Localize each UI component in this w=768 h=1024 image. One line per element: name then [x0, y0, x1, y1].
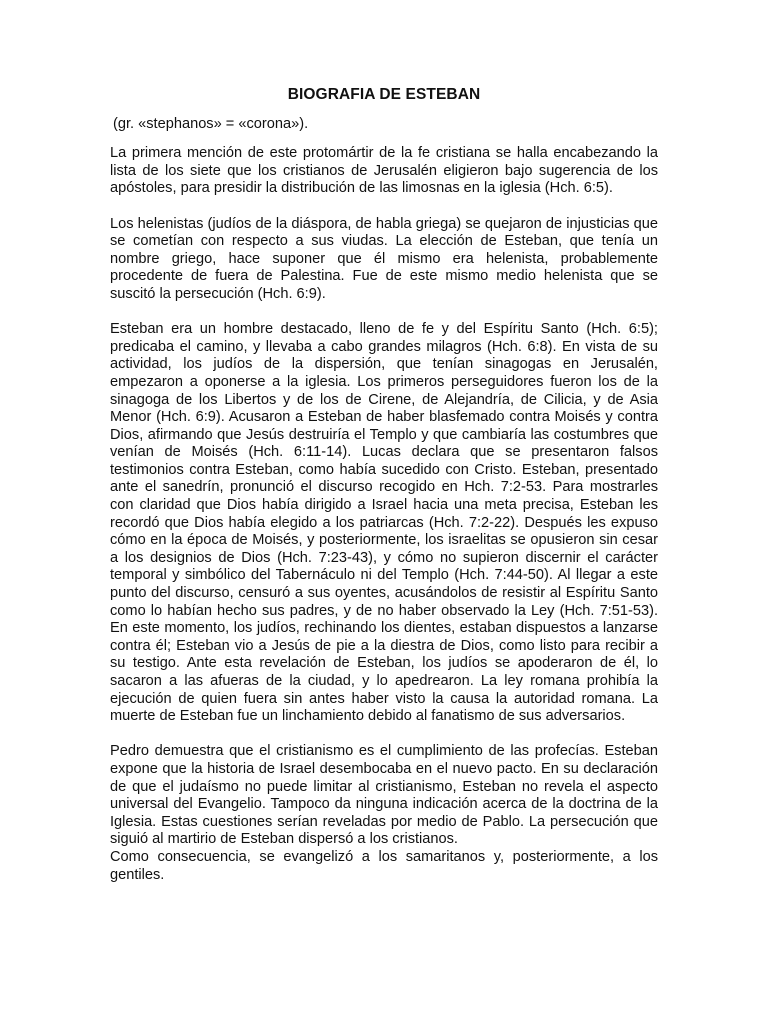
paragraph-4: Pedro demuestra que el cristianismo es el cumplimiento de las profecías. Esteban expone que la historia de Israel desembocaba en el nuevo pacto. En su declaración de que el judaísmo no puede limitar al cristianismo, Esteban no revela el aspecto universal del Evangelio. Tampoco da ninguna indicación acerca de la doctrina de la Iglesia. Estas cuestiones serían reveladas por medio de Pablo. La persecución que siguió al martirio de Esteban dispersó a los cristianos.: [110, 743, 658, 848]
paragraph-5: Como consecuencia, se evangelizó a los samaritanos y, posteriormente, a los gentiles.: [110, 848, 658, 883]
document-subtitle: (gr. «stephanos» = «corona»).: [113, 115, 309, 132]
document-page: [110, 86, 658, 884]
paragraph-3: Esteban era un hombre destacado, lleno de fe y del Espíritu Santo (Hch. 6:5); predicaba el camino, y llevaba a cabo grandes milagros (Hch. 6:8). En vista de su actividad, los judíos de la dispersión, que tenían sinagogas en Jerusalén, empezaron a oponerse a la iglesia. Los primeros perseguidores fueron los de la sinagoga de los Libertos y de los de Cirene, de Alejandría, de Cilicia, y de Asia Menor (Hch. 6:9). Acusaron a Esteban de haber blasfemado contra Moisés y contra Dios, afirmando que Jesús destruiría el Templo y que cambiaría las costumbres que venían de Moisés (Hch. 6:11-14). Lucas declara que se presentaron falsos testimonios contra Esteban, como había sucedido con Cristo. Esteban, presentado ante el sanedrín, pronunció el discurso recogido en Hch. 7:2-53. Para mostrarles con claridad que Dios había dirigido a Israel hacia una meta precisa, Esteban les recordó que Dios había elegido a los patriarcas (Hch. 7:2-22). Después les expuso cómo en la época de Moisés, y posteriormente, los israelitas se opusieron sin cesar a los designios de Dios (Hch. 7:23-43), y cómo no supieron discernir el carácter temporal y simbólico del Tabernáculo ni del Templo (Hch. 7:44-50). Al llegar a este punto del discurso, censuró a sus oyentes, acusándolos de resistir al Espíritu Santo como lo habían hecho sus padres, y de no haber observado la Ley (Hch. 7:51-53). En este momento, los judíos, rechinando los dientes, estaban dispuestos a lanzarse contra él; Esteban vio a Jesús de pie a la diestra de Dios, como listo para recibir a su testigo. Ante esta revelación de Esteban, los judíos se apoderaron de él, lo sacaron a las afueras de la ciudad, y lo apedrearon. La ley romana prohibía la ejecución de quien fuera sin antes haber visto la causa la autoridad romana. La muerte de Esteban fue un linchamiento debido al fanatismo de sus adversarios.: [110, 321, 658, 725]
paragraph-1: La primera mención de este protomártir de la fe cristiana se halla encabezando la lista de los siete que los cristianos de Jerusalén eligieron bajo sugerencia de los apóstoles, para presidir la distribución de las limosnas en la iglesia (Hch. 6:5).: [110, 145, 658, 197]
document-title: BIOGRAFIA DE ESTEBAN: [287, 86, 481, 103]
paragraph-2: Los helenistas (judíos de la diáspora, de habla griega) se quejaron de injusticias que se cometían con respecto a sus viudas. La elección de Esteban, que tenía un nombre griego, hace suponer que él mismo era helenista, probablemente procedente de fuera de Palestina. Fue de este mismo medio helenista que se suscitó la persecución (Hch. 6:9).: [110, 215, 658, 302]
